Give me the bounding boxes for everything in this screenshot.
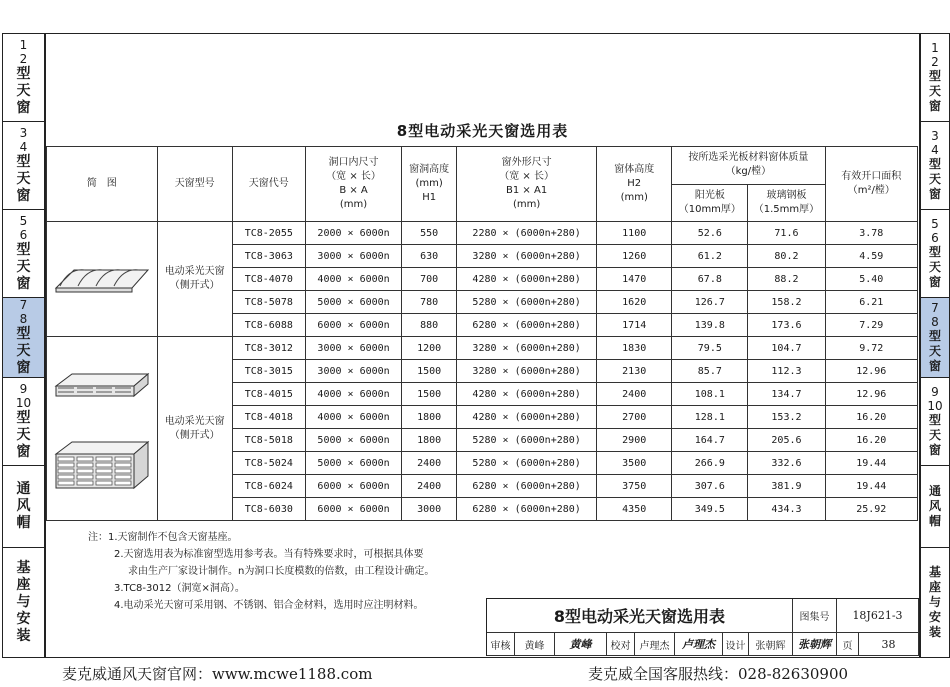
- cell-outer-size: 2280 × (6000n+280): [457, 222, 597, 245]
- cell-body-height: 2900: [597, 429, 672, 452]
- cell-body-height: 2700: [597, 406, 672, 429]
- side-tab-number: 9: [931, 385, 939, 399]
- side-tab-label: 窗: [16, 100, 31, 116]
- side-tab-label: 窗: [928, 275, 941, 289]
- side-tab-label: 型: [928, 245, 941, 259]
- cell-window-code: TC8-3012: [232, 337, 305, 360]
- cell-window-code: TC8-5078: [232, 291, 305, 314]
- note-1: 注：1.天窗制作不包含天窗基座。: [88, 532, 238, 543]
- footer-hotline: 麦克威全国客服热线：028-82630900: [588, 665, 849, 683]
- side-tab-label: 型: [16, 154, 31, 170]
- side-tab-label: 天: [928, 172, 941, 186]
- side-tab-label: 型: [16, 66, 31, 82]
- cell-outer-size: 3280 × (6000n+280): [457, 360, 597, 383]
- side-tab-number: 4: [931, 143, 939, 157]
- note-2-cont: 求由生产厂家设计制作。n为洞口长度模数的倍数，由工程设计确定。: [128, 566, 435, 577]
- side-tab-number: 7: [19, 298, 28, 312]
- header-line: （1.5mm厚）: [753, 203, 820, 215]
- side-tab-label: 型: [16, 410, 31, 426]
- cell-outer-size: 4280 × (6000n+280): [457, 268, 597, 291]
- cell-body-height: 2130: [597, 360, 672, 383]
- checker-name: 卢理杰: [635, 633, 675, 656]
- cell-window-code: TC8-3015: [232, 360, 305, 383]
- header-line: （宽 × 长）: [499, 171, 554, 182]
- side-tab-label: 型: [16, 326, 31, 342]
- side-tab-label: 窗: [928, 187, 941, 201]
- cell-window-code: TC8-6030: [232, 498, 305, 521]
- left-tab-strip: [2, 33, 45, 658]
- side-tab-label: 窗: [928, 99, 941, 113]
- cell-effective-area: 4.59: [825, 245, 917, 268]
- cell-effective-area: 6.21: [825, 291, 917, 314]
- cell-window-code: TC8-2055: [232, 222, 305, 245]
- cell-opening-size: 5000 × 6000n: [305, 291, 401, 314]
- header-line: 玻璃钢板: [766, 189, 807, 201]
- cell-opening-size: 2000 × 6000n: [305, 222, 401, 245]
- cell-mass-pc: 61.2: [672, 245, 748, 268]
- side-tab-1[interactable]: [3, 34, 44, 122]
- cell-window-code: TC8-4018: [232, 406, 305, 429]
- cell-effective-area: 3.78: [825, 222, 917, 245]
- side-tab-1[interactable]: [921, 34, 949, 122]
- cell-body-height: 3750: [597, 475, 672, 498]
- reviewer-signature: 黄峰: [555, 633, 607, 656]
- header-line: H1: [422, 192, 437, 203]
- side-tab-label: 型: [16, 242, 31, 258]
- side-tab-label: 天: [928, 84, 941, 98]
- cell-mass-frp: 71.6: [748, 222, 825, 245]
- cell-outer-size: 6280 × (6000n+280): [457, 498, 597, 521]
- cell-opening-size: 5000 × 6000n: [305, 452, 401, 475]
- header-window-type: 天窗型号: [157, 147, 232, 222]
- side-tab-number: 6: [19, 228, 28, 242]
- side-tab-label: 通: [16, 481, 31, 497]
- side-tab-number: 9: [19, 382, 28, 396]
- cell-effective-area: 9.72: [825, 337, 917, 360]
- cell-mass-pc: 307.6: [672, 475, 748, 498]
- page-number: 38: [859, 633, 919, 656]
- side-tab-label: 天: [16, 83, 31, 99]
- side-tab-label: 基: [928, 564, 941, 579]
- header-line: (mm): [620, 192, 648, 203]
- drawing-frame: [45, 33, 920, 658]
- atlas-number: 18J621-3: [837, 599, 919, 633]
- cell-mass-frp: 104.7: [748, 337, 825, 360]
- cell-body-height: 1470: [597, 268, 672, 291]
- cell-mass-frp: 112.3: [748, 360, 825, 383]
- cell-opening-height: 2400: [402, 475, 457, 498]
- side-tab-label: 天: [16, 343, 31, 359]
- cell-opening-size: 6000 × 6000n: [305, 498, 401, 521]
- side-tab-number: 5: [19, 214, 28, 228]
- side-tab-number: 6: [931, 231, 939, 245]
- notes: [88, 529, 434, 614]
- designer-signature: 张朝辉: [793, 633, 837, 656]
- design-label: 设计: [723, 633, 749, 656]
- header-line: 有效开口面积: [841, 171, 902, 182]
- cell-opening-height: 550: [402, 222, 457, 245]
- cell-outer-size: 4280 × (6000n+280): [457, 383, 597, 406]
- side-tab-label: 型: [928, 329, 941, 343]
- side-tab-label: 基: [16, 559, 31, 576]
- cell-outer-size: 5280 × (6000n+280): [457, 291, 597, 314]
- cell-outer-size: 6280 × (6000n+280): [457, 475, 597, 498]
- diagram-cell: [47, 337, 158, 521]
- header-line: （kg/樘）: [725, 166, 772, 178]
- cell-opening-height: 1500: [402, 360, 457, 383]
- reviewer-name: 黄峰: [515, 633, 555, 656]
- note-4: 4.电动采光天窗可采用钢、不锈钢、铝合金材料，选用时应注明材料。: [114, 600, 424, 611]
- side-tab-label: 帽: [16, 515, 31, 531]
- cell-outer-size: 3280 × (6000n+280): [457, 337, 597, 360]
- side-tab-number: 1: [19, 38, 28, 52]
- side-tab-label: 安: [928, 609, 941, 624]
- cell-outer-size: 4280 × (6000n+280): [457, 406, 597, 429]
- cell-body-height: 4350: [597, 498, 672, 521]
- cell-window-code: TC8-5018: [232, 429, 305, 452]
- header-line: 洞口内尺寸: [328, 157, 379, 168]
- side-tab-number: 10: [15, 396, 32, 410]
- window-type-line: （侧开式）: [169, 280, 220, 291]
- cell-opening-height: 1800: [402, 406, 457, 429]
- title-block-title: 8型电动采光天窗选用表: [487, 599, 793, 633]
- header-opening-size: [305, 147, 401, 222]
- page-label: 页: [837, 633, 859, 656]
- cell-effective-area: 5.40: [825, 268, 917, 291]
- cell-window-code: TC8-5024: [232, 452, 305, 475]
- header-mass: [672, 147, 825, 185]
- side-tab-number: 1: [931, 41, 939, 55]
- side-tab-label: 座: [928, 579, 941, 594]
- tall-skylight-illustration: [52, 436, 152, 496]
- cell-body-height: 1620: [597, 291, 672, 314]
- cell-mass-pc: 52.6: [672, 222, 748, 245]
- title-block: [486, 598, 919, 656]
- side-tab-label: 与: [928, 594, 941, 609]
- side-tab-number: 2: [19, 52, 28, 66]
- check-label: 校对: [607, 633, 635, 656]
- header-line: 阳光板: [694, 189, 725, 201]
- cell-mass-frp: 332.6: [748, 452, 825, 475]
- side-tab-label: 窗: [928, 359, 941, 373]
- selection-table: [46, 146, 918, 521]
- side-tab-label: 天: [928, 260, 941, 274]
- cell-effective-area: 16.20: [825, 406, 917, 429]
- side-tab-label: 天: [16, 427, 31, 443]
- right-tab-strip: [920, 33, 950, 658]
- cell-outer-size: 5280 × (6000n+280): [457, 429, 597, 452]
- atlas-label: 图集号: [793, 599, 837, 633]
- cell-effective-area: 12.96: [825, 383, 917, 406]
- cell-opening-height: 3000: [402, 498, 457, 521]
- side-tab-number: 7: [931, 301, 939, 315]
- window-type-cell: [157, 337, 232, 521]
- side-tab-4[interactable]: [3, 298, 44, 378]
- table-row: [47, 337, 918, 360]
- cell-effective-area: 25.92: [825, 498, 917, 521]
- header-opening-height: [402, 147, 457, 222]
- side-tab-label: 帽: [928, 514, 941, 528]
- cell-body-height: 1830: [597, 337, 672, 360]
- cell-opening-size: 4000 × 6000n: [305, 406, 401, 429]
- review-label: 审核: [487, 633, 515, 656]
- side-tab-3[interactable]: [921, 210, 949, 298]
- cell-opening-size: 3000 × 6000n: [305, 337, 401, 360]
- cell-opening-height: 1800: [402, 429, 457, 452]
- window-type-line: 电动采光天窗: [164, 266, 225, 277]
- side-tab-2[interactable]: [3, 122, 44, 210]
- side-tab-label: 窗: [16, 360, 31, 376]
- header-line: （10mm厚）: [678, 203, 741, 215]
- header-line: 窗外形尺寸: [501, 157, 552, 168]
- cell-body-height: 2400: [597, 383, 672, 406]
- cell-mass-frp: 134.7: [748, 383, 825, 406]
- table-title: 8型电动采光天窗选用表: [396, 122, 569, 140]
- side-tab-label: 型: [928, 413, 941, 427]
- side-tab-5[interactable]: [3, 378, 44, 466]
- header-body-height: [597, 147, 672, 222]
- side-tab-number: 8: [19, 312, 28, 326]
- side-tab-label: 天: [16, 259, 31, 275]
- cell-window-code: TC8-3063: [232, 245, 305, 268]
- cell-mass-pc: 164.7: [672, 429, 748, 452]
- header-line: B × A: [339, 185, 368, 196]
- side-tab-number: 10: [927, 399, 943, 413]
- cell-outer-size: 6280 × (6000n+280): [457, 314, 597, 337]
- cell-opening-size: 4000 × 6000n: [305, 268, 401, 291]
- header-mass-pc: [672, 184, 748, 222]
- cell-opening-size: 3000 × 6000n: [305, 245, 401, 268]
- side-tab-number: 2: [931, 55, 939, 69]
- header-line: (mm): [339, 199, 368, 210]
- cell-opening-height: 1200: [402, 337, 457, 360]
- side-tab-7[interactable]: [3, 548, 44, 656]
- cell-outer-size: 5280 × (6000n+280): [457, 452, 597, 475]
- side-tab-number: 3: [19, 126, 28, 140]
- header-mass-frp: [748, 184, 825, 222]
- header-line: B1 × A1: [506, 185, 548, 196]
- cell-mass-frp: 158.2: [748, 291, 825, 314]
- header-diagram: 简 图: [47, 147, 158, 222]
- side-tab-label: 型: [928, 69, 941, 83]
- cell-effective-area: 12.96: [825, 360, 917, 383]
- footer-website: 麦克威通风天窗官网：www.mcwe1188.com: [62, 665, 373, 683]
- side-tab-label: 座: [16, 576, 31, 593]
- note-3: 3.TC8-3012（洞宽×洞高）。: [114, 583, 245, 594]
- side-tab-3[interactable]: [3, 210, 44, 298]
- side-tab-label: 天: [928, 428, 941, 442]
- cell-mass-pc: 128.1: [672, 406, 748, 429]
- cell-mass-frp: 80.2: [748, 245, 825, 268]
- diagram-cell: [47, 222, 158, 337]
- cell-window-code: TC8-4070: [232, 268, 305, 291]
- cell-opening-size: 4000 × 6000n: [305, 383, 401, 406]
- cell-opening-height: 780: [402, 291, 457, 314]
- skylight-illustration: [52, 258, 152, 298]
- cell-mass-pc: 85.7: [672, 360, 748, 383]
- window-type-line: 电动采光天窗: [164, 415, 225, 427]
- window-type-line: （侧开式）: [169, 429, 220, 441]
- cell-mass-pc: 266.9: [672, 452, 748, 475]
- cell-body-height: 1260: [597, 245, 672, 268]
- cell-opening-height: 630: [402, 245, 457, 268]
- cell-opening-height: 700: [402, 268, 457, 291]
- cell-opening-height: 880: [402, 314, 457, 337]
- header-effective-area: [825, 147, 917, 222]
- cell-effective-area: 7.29: [825, 314, 917, 337]
- side-tab-label: 与: [16, 593, 31, 610]
- cell-mass-frp: 381.9: [748, 475, 825, 498]
- header-outer-size: [457, 147, 597, 222]
- cell-mass-pc: 126.7: [672, 291, 748, 314]
- side-tab-label: 安: [16, 610, 31, 627]
- cell-effective-area: 16.20: [825, 429, 917, 452]
- cell-opening-size: 6000 × 6000n: [305, 314, 401, 337]
- side-tab-number: 4: [19, 140, 28, 154]
- cell-effective-area: 19.44: [825, 452, 917, 475]
- header-line: （m²/樘）: [847, 185, 895, 196]
- cell-mass-frp: 173.6: [748, 314, 825, 337]
- side-tab-6[interactable]: [921, 466, 949, 548]
- side-tab-label: 窗: [16, 276, 31, 292]
- cell-body-height: 3500: [597, 452, 672, 475]
- cell-opening-height: 1500: [402, 383, 457, 406]
- side-tab-number: 3: [931, 129, 939, 143]
- header-window-code: 天窗代号: [232, 147, 305, 222]
- header-line: (mm): [415, 178, 443, 189]
- cell-mass-pc: 79.5: [672, 337, 748, 360]
- side-tab-number: 8: [931, 315, 939, 329]
- designer-name: 张朝辉: [749, 633, 793, 656]
- cell-mass-frp: 434.3: [748, 498, 825, 521]
- cell-mass-frp: 153.2: [748, 406, 825, 429]
- side-tab-label: 窗: [16, 444, 31, 460]
- cell-mass-pc: 349.5: [672, 498, 748, 521]
- side-tab-label: 天: [16, 171, 31, 187]
- cell-mass-pc: 67.8: [672, 268, 748, 291]
- header-line: 窗体高度: [614, 164, 655, 175]
- cell-window-code: TC8-6024: [232, 475, 305, 498]
- side-tab-label: 天: [928, 344, 941, 358]
- side-tab-number: 5: [931, 217, 939, 231]
- header-line: 按所选采光板材料窗体质量: [688, 152, 809, 164]
- table-row: [47, 222, 918, 245]
- cell-effective-area: 19.44: [825, 475, 917, 498]
- cell-body-height: 1100: [597, 222, 672, 245]
- header-line: （宽 × 长）: [326, 171, 381, 182]
- side-tab-label: 装: [928, 624, 941, 639]
- cell-mass-frp: 205.6: [748, 429, 825, 452]
- cell-mass-pc: 108.1: [672, 383, 748, 406]
- note-2: 2.天窗选用表为标准窗型选用参考表。当有特殊要求时，可根据具体要: [114, 549, 424, 560]
- header-line: (mm): [512, 199, 541, 210]
- skylight-illustration: [52, 362, 152, 402]
- cell-body-height: 1714: [597, 314, 672, 337]
- header-line: 窗洞高度: [409, 164, 450, 175]
- cell-opening-height: 2400: [402, 452, 457, 475]
- side-tab-label: 窗: [16, 188, 31, 204]
- cell-window-code: TC8-6088: [232, 314, 305, 337]
- checker-signature: 卢理杰: [675, 633, 723, 656]
- cell-opening-size: 6000 × 6000n: [305, 475, 401, 498]
- side-tab-label: 风: [16, 498, 31, 514]
- side-tab-7[interactable]: [921, 548, 949, 656]
- side-tab-4[interactable]: [921, 298, 949, 378]
- side-tab-label: 通: [928, 484, 941, 498]
- window-type-cell: [157, 222, 232, 337]
- side-tab-6[interactable]: [3, 466, 44, 548]
- cell-window-code: TC8-4015: [232, 383, 305, 406]
- cell-outer-size: 3280 × (6000n+280): [457, 245, 597, 268]
- side-tab-2[interactable]: [921, 122, 949, 210]
- side-tab-label: 装: [16, 627, 31, 644]
- cell-mass-pc: 139.8: [672, 314, 748, 337]
- side-tab-label: 窗: [928, 443, 941, 457]
- side-tab-label: 风: [928, 499, 941, 513]
- cell-opening-size: 5000 × 6000n: [305, 429, 401, 452]
- side-tab-label: 型: [928, 157, 941, 171]
- side-tab-5[interactable]: [921, 378, 949, 466]
- cell-mass-frp: 88.2: [748, 268, 825, 291]
- cell-opening-size: 3000 × 6000n: [305, 360, 401, 383]
- header-line: H2: [627, 178, 642, 189]
